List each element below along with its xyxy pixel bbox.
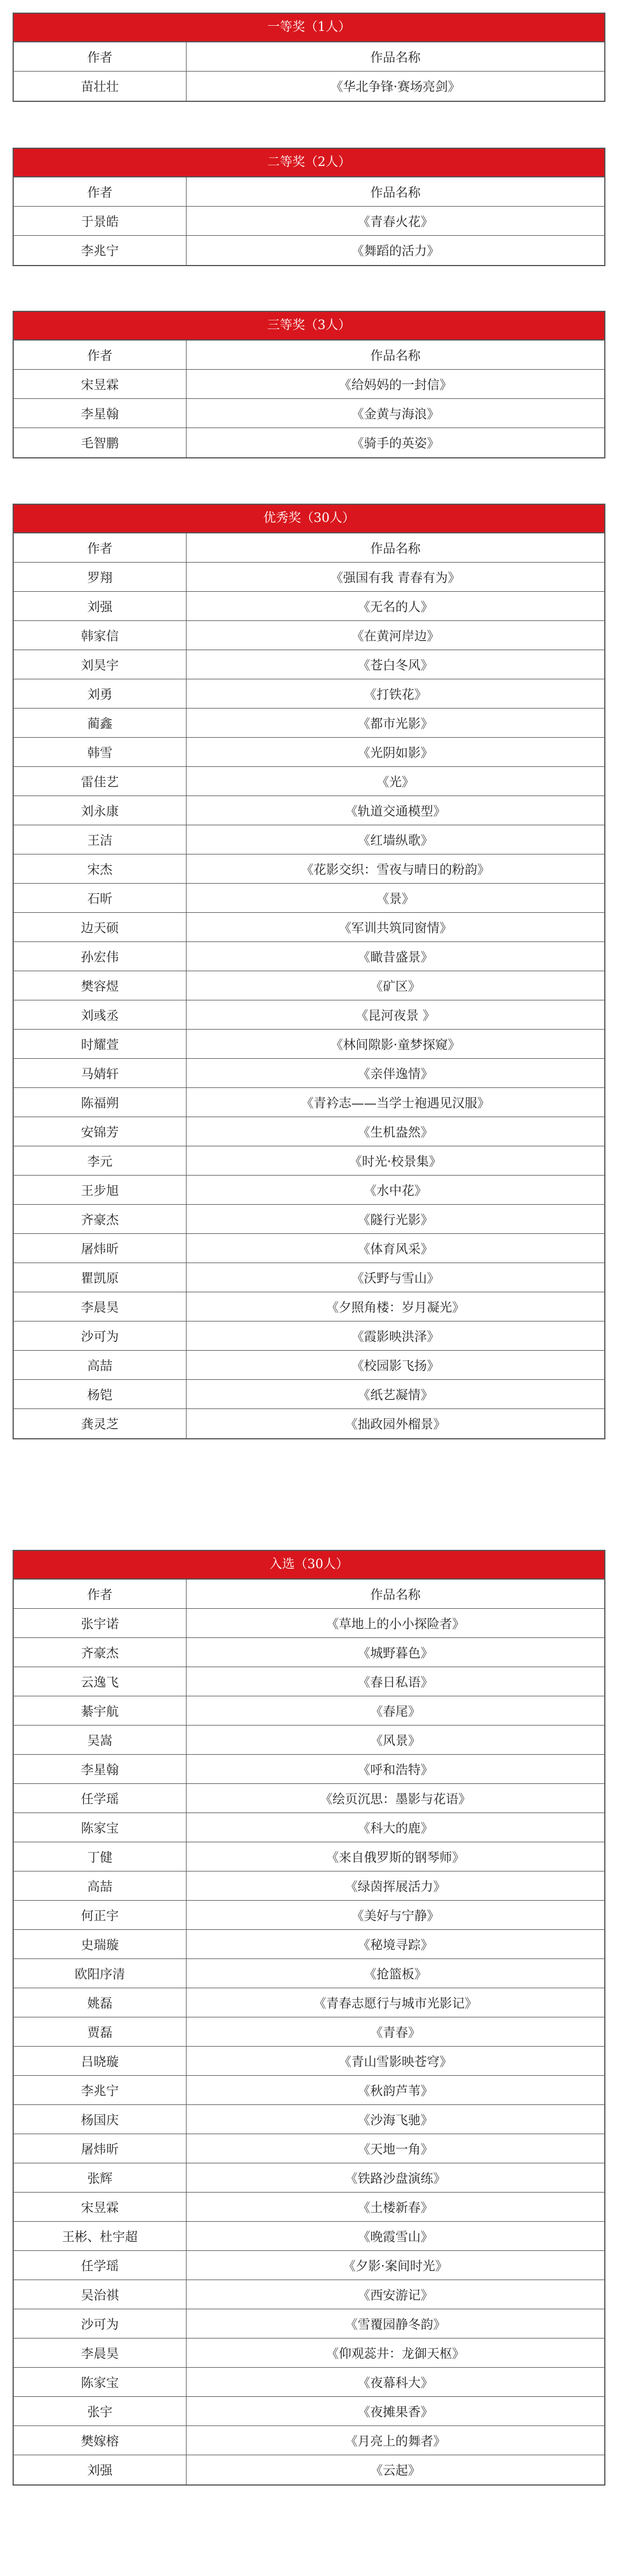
- work-title-cell: 《天地一角》: [357, 2142, 433, 2157]
- work-title-cell: 《夕照角楼：岁月凝光》: [326, 1300, 465, 1315]
- column-header-author: 作者: [14, 42, 187, 71]
- table-header-row: [14, 177, 604, 207]
- award-section: [13, 148, 605, 266]
- work-title-cell: 《仰观蕊井：龙御天枢》: [326, 2347, 465, 2361]
- author-cell: 刘永康: [14, 796, 187, 825]
- author-cell: 陈家宝: [14, 1813, 187, 1842]
- table-row: [14, 709, 604, 738]
- table-row: [14, 650, 604, 679]
- author-cell: 张宇诺: [14, 1609, 187, 1637]
- author-cell: 樊容煜: [14, 971, 187, 1000]
- work-title-cell: 《在黄河岸边》: [351, 629, 439, 644]
- work-title-cell: 《强国有我 青春有为》: [330, 571, 461, 585]
- table-row: [14, 2193, 604, 2222]
- work-title-cell: 《矿区》: [370, 979, 421, 994]
- author-cell: 雷佳艺: [14, 767, 187, 796]
- work-title-cell: 《华北争锋·赛场亮剑》: [330, 80, 461, 94]
- work-title-cell: 《景》: [376, 892, 414, 907]
- author-cell: 樊嫁榕: [14, 2426, 187, 2455]
- table-row: [14, 1205, 604, 1234]
- work-title-cell: 《纸艺凝情》: [357, 1388, 433, 1403]
- work-title-cell: 《青春志愿行与城市光影记》: [313, 1996, 477, 2011]
- author-cell: 李星翰: [14, 399, 187, 428]
- author-cell: 龚灵芝: [14, 1409, 187, 1438]
- column-header-author: 作者: [14, 533, 187, 562]
- work-title-cell: 《沙海飞驰》: [357, 2113, 433, 2128]
- table-row: [14, 236, 604, 265]
- table-row: [14, 428, 604, 457]
- table-row: [14, 2368, 604, 2397]
- author-cell: 瞿凯原: [14, 1263, 187, 1292]
- table-row: [14, 1000, 604, 1030]
- work-title-cell: 《轨道交通模型》: [344, 804, 446, 819]
- table-row: [14, 2455, 604, 2484]
- section-title: 入选（30人）: [14, 1551, 604, 1580]
- author-cell: 安锦芳: [14, 1117, 187, 1146]
- work-title-cell: 《草地上的小小探险者》: [326, 1617, 465, 1632]
- work-title-cell: 《水中花》: [363, 1184, 427, 1198]
- work-title-cell: 《土楼新春》: [357, 2201, 433, 2215]
- column-header-work: 作品名称: [370, 541, 421, 556]
- work-title-cell: 《春日私语》: [357, 1675, 433, 1690]
- work-title-cell: 《无名的人》: [357, 600, 433, 615]
- table-row: [14, 2047, 604, 2076]
- author-cell: 欧阳序清: [14, 1959, 187, 1988]
- author-cell: 苗壮壮: [14, 72, 187, 101]
- author-cell: 任学瑶: [14, 2251, 187, 2280]
- work-title-cell: 《青山雪影映苍穹》: [338, 2055, 452, 2069]
- table-row: [14, 1263, 604, 1292]
- award-section: [13, 504, 605, 1439]
- table-row: [14, 1871, 604, 1901]
- table-row: [14, 884, 604, 913]
- table-header-row: [14, 1580, 604, 1609]
- work-title-cell: 《绘页沉思：墨影与花语》: [319, 1792, 471, 1807]
- table-row: [14, 563, 604, 592]
- table-row: [14, 1146, 604, 1176]
- table-row: [14, 370, 604, 399]
- work-title-cell: 《铁路沙盘演练》: [344, 2171, 446, 2186]
- author-cell: 何正宇: [14, 1901, 187, 1929]
- work-title-cell: 《光》: [376, 775, 414, 790]
- author-cell: 李元: [14, 1146, 187, 1175]
- author-cell: 石昕: [14, 884, 187, 912]
- work-title-cell: 《光阴如影》: [357, 746, 433, 761]
- table-row: [14, 2338, 604, 2368]
- author-cell: 边天硕: [14, 913, 187, 941]
- author-cell: 屠炜昕: [14, 1234, 187, 1263]
- column-header-work: 作品名称: [370, 50, 421, 65]
- work-title-cell: 《呼和浩特》: [357, 1763, 433, 1778]
- author-cell: 宋昱霖: [14, 370, 187, 398]
- table-row: [14, 1292, 604, 1321]
- work-title-cell: 《打铁花》: [363, 687, 427, 702]
- author-cell: 吕晓璇: [14, 2047, 187, 2075]
- author-cell: 姚磊: [14, 1988, 187, 2017]
- author-cell: 韩雪: [14, 738, 187, 766]
- column-header-work: 作品名称: [370, 1588, 421, 1602]
- author-cell: 陈福朔: [14, 1088, 187, 1117]
- table-row: [14, 2309, 604, 2338]
- table-row: [14, 1930, 604, 1959]
- work-title-cell: 《夕影·案间时光》: [343, 2259, 448, 2274]
- work-title-cell: 《瞰昔盛景》: [357, 950, 433, 965]
- table-row: [14, 913, 604, 942]
- table-row: [14, 1088, 604, 1117]
- author-cell: 陈家宝: [14, 2368, 187, 2396]
- work-title-cell: 《夜幕科大》: [357, 2376, 433, 2391]
- work-title-cell: 《校园影飞扬》: [351, 1359, 439, 1374]
- work-title-cell: 《骑手的英姿》: [351, 437, 439, 451]
- table-row: [14, 1059, 604, 1088]
- table-header-row: [14, 533, 604, 563]
- work-title-cell: 《沃野与雪山》: [351, 1271, 439, 1286]
- work-title-cell: 《林间隙影·童梦探窥》: [330, 1038, 461, 1052]
- column-header-author: 作者: [14, 341, 187, 369]
- table-row: [14, 679, 604, 709]
- author-cell: 毛智鹏: [14, 428, 187, 457]
- section-title: 三等奖（3人）: [14, 312, 604, 341]
- table-row: [14, 1351, 604, 1380]
- author-cell: 杨铠: [14, 1380, 187, 1408]
- table-row: [14, 1234, 604, 1263]
- column-header-work: 作品名称: [370, 185, 421, 200]
- work-title-cell: 《秋韵芦苇》: [357, 2084, 433, 2099]
- work-title-cell: 《拙政园外榴景》: [344, 1418, 446, 1432]
- work-title-cell: 《秘境寻踪》: [357, 1938, 433, 1953]
- author-cell: 马婧轩: [14, 1059, 187, 1087]
- column-header-author: 作者: [14, 1580, 187, 1608]
- work-title-cell: 《春尾》: [370, 1704, 421, 1719]
- section-title: 优秀奖（30人）: [14, 505, 604, 533]
- author-cell: 刘彧丞: [14, 1000, 187, 1029]
- work-title-cell: 《云起》: [370, 2464, 421, 2478]
- work-title-cell: 《美好与宁静》: [351, 1909, 439, 1924]
- author-cell: 李兆宁: [14, 236, 187, 265]
- work-title-cell: 《隧行光影》: [357, 1213, 433, 1228]
- work-title-cell: 《舞蹈的活力》: [351, 244, 439, 259]
- table-row: [14, 1842, 604, 1871]
- table-row: [14, 1409, 604, 1438]
- author-cell: 李星翰: [14, 1755, 187, 1783]
- section-title: 二等奖（2人）: [14, 149, 604, 177]
- work-title-cell: 《科大的鹿》: [357, 1821, 433, 1836]
- author-cell: 杨国庆: [14, 2105, 187, 2134]
- table-row: [14, 1609, 604, 1638]
- author-cell: 綦宇航: [14, 1696, 187, 1725]
- work-title-cell: 《西安游记》: [357, 2288, 433, 2303]
- table-row: [14, 2251, 604, 2280]
- table-row: [14, 738, 604, 767]
- author-cell: 刘昊宇: [14, 650, 187, 679]
- work-title-cell: 《雪覆园静冬韵》: [344, 2317, 446, 2332]
- author-cell: 蔺鑫: [14, 709, 187, 737]
- work-title-cell: 《给妈妈的一封信》: [338, 378, 452, 393]
- work-title-cell: 《绿茵挥展活力》: [344, 1879, 446, 1894]
- table-row: [14, 1030, 604, 1059]
- award-section: [13, 1550, 605, 2486]
- author-cell: 李晨昊: [14, 1292, 187, 1321]
- author-cell: 沙可为: [14, 2309, 187, 2338]
- table-row: [14, 2076, 604, 2105]
- table-row: [14, 825, 604, 854]
- author-cell: 张宇: [14, 2397, 187, 2425]
- author-cell: 屠炜昕: [14, 2134, 187, 2163]
- author-cell: 张辉: [14, 2163, 187, 2192]
- author-cell: 于景皓: [14, 207, 187, 235]
- table-row: [14, 1176, 604, 1205]
- table-row: [14, 796, 604, 825]
- author-cell: 王彬、杜宇超: [14, 2222, 187, 2250]
- table-row: [14, 1696, 604, 1726]
- author-cell: 齐豪杰: [14, 1205, 187, 1233]
- table-row: [14, 72, 604, 101]
- table-row: [14, 2134, 604, 2163]
- table-row: [14, 2280, 604, 2309]
- table-row: [14, 2397, 604, 2426]
- table-row: [14, 1959, 604, 1988]
- work-title-cell: 《月亮上的舞者》: [344, 2434, 446, 2449]
- work-title-cell: 《霞影映洪泽》: [351, 1329, 439, 1344]
- work-title-cell: 《风景》: [370, 1734, 421, 1748]
- author-cell: 王洁: [14, 825, 187, 854]
- table-row: [14, 2017, 604, 2047]
- author-cell: 任学瑶: [14, 1784, 187, 1813]
- table-row: [14, 2163, 604, 2193]
- table-row: [14, 1638, 604, 1667]
- table-row: [14, 1755, 604, 1784]
- work-title-cell: 《苍白冬风》: [357, 658, 433, 673]
- author-cell: 李兆宁: [14, 2076, 187, 2104]
- award-section: [13, 13, 605, 102]
- work-title-cell: 《青衿志——当学士袍遇见汉服》: [300, 1096, 490, 1111]
- work-title-cell: 《生机盎然》: [357, 1125, 433, 1140]
- work-title-cell: 《晚霞雪山》: [357, 2230, 433, 2245]
- work-title-cell: 《都市光影》: [357, 717, 433, 731]
- award-section: [13, 311, 605, 458]
- table-header-row: [14, 341, 604, 370]
- author-cell: 宋杰: [14, 854, 187, 883]
- work-title-cell: 《夜摊果香》: [357, 2405, 433, 2420]
- work-title-cell: 《时光·校景集》: [349, 1154, 442, 1169]
- table-row: [14, 621, 604, 650]
- table-row: [14, 1117, 604, 1146]
- author-cell: 李晨昊: [14, 2338, 187, 2367]
- author-cell: 宋昱霖: [14, 2193, 187, 2221]
- table-row: [14, 971, 604, 1000]
- table-row: [14, 767, 604, 796]
- table-row: [14, 2105, 604, 2134]
- table-row: [14, 1988, 604, 2017]
- author-cell: 史瑞璇: [14, 1930, 187, 1958]
- author-cell: 沙可为: [14, 1321, 187, 1350]
- table-row: [14, 2222, 604, 2251]
- table-row: [14, 1380, 604, 1409]
- author-cell: 贾磊: [14, 2017, 187, 2046]
- section-title: 一等奖（1人）: [14, 14, 604, 42]
- table-row: [14, 854, 604, 884]
- work-title-cell: 《花影交织：雪夜与晴日的粉韵》: [300, 862, 490, 877]
- work-title-cell: 《亲伴逸情》: [357, 1067, 433, 1082]
- author-cell: 刘勇: [14, 679, 187, 708]
- work-title-cell: 《来自俄罗斯的钢琴师》: [326, 1850, 465, 1865]
- table-row: [14, 1901, 604, 1930]
- column-header-author: 作者: [14, 177, 187, 206]
- work-title-cell: 《城野暮色》: [357, 1646, 433, 1661]
- table-row: [14, 592, 604, 621]
- table-row: [14, 1726, 604, 1755]
- work-title-cell: 《抢篮板》: [363, 1967, 427, 1982]
- author-cell: 丁健: [14, 1842, 187, 1871]
- author-cell: 高喆: [14, 1871, 187, 1900]
- author-cell: 刘强: [14, 2455, 187, 2484]
- author-cell: 时耀萱: [14, 1030, 187, 1058]
- work-title-cell: 《军训共筑同窗情》: [338, 921, 452, 936]
- author-cell: 高喆: [14, 1351, 187, 1379]
- work-title-cell: 《青春火花》: [357, 215, 433, 229]
- work-title-cell: 《昆河夜景 》: [355, 1008, 435, 1023]
- author-cell: 孙宏伟: [14, 942, 187, 971]
- table-row: [14, 399, 604, 428]
- work-title-cell: 《金黄与海浪》: [351, 407, 439, 422]
- table-row: [14, 207, 604, 236]
- author-cell: 吴治祺: [14, 2280, 187, 2309]
- table-row: [14, 942, 604, 971]
- author-cell: 罗翔: [14, 563, 187, 591]
- table-row: [14, 1667, 604, 1696]
- work-title-cell: 《体育风采》: [357, 1242, 433, 1257]
- table-row: [14, 1784, 604, 1813]
- table-header-row: [14, 42, 604, 72]
- author-cell: 韩家信: [14, 621, 187, 650]
- table-row: [14, 2426, 604, 2455]
- table-row: [14, 1321, 604, 1351]
- column-header-work: 作品名称: [370, 349, 421, 363]
- author-cell: 王步旭: [14, 1176, 187, 1204]
- work-title-cell: 《红墙纵歌》: [357, 833, 433, 848]
- author-cell: 刘强: [14, 592, 187, 620]
- table-row: [14, 1813, 604, 1842]
- work-title-cell: 《青春》: [370, 2025, 421, 2040]
- author-cell: 云逸飞: [14, 1667, 187, 1696]
- author-cell: 齐豪杰: [14, 1638, 187, 1667]
- author-cell: 吴嵩: [14, 1726, 187, 1754]
